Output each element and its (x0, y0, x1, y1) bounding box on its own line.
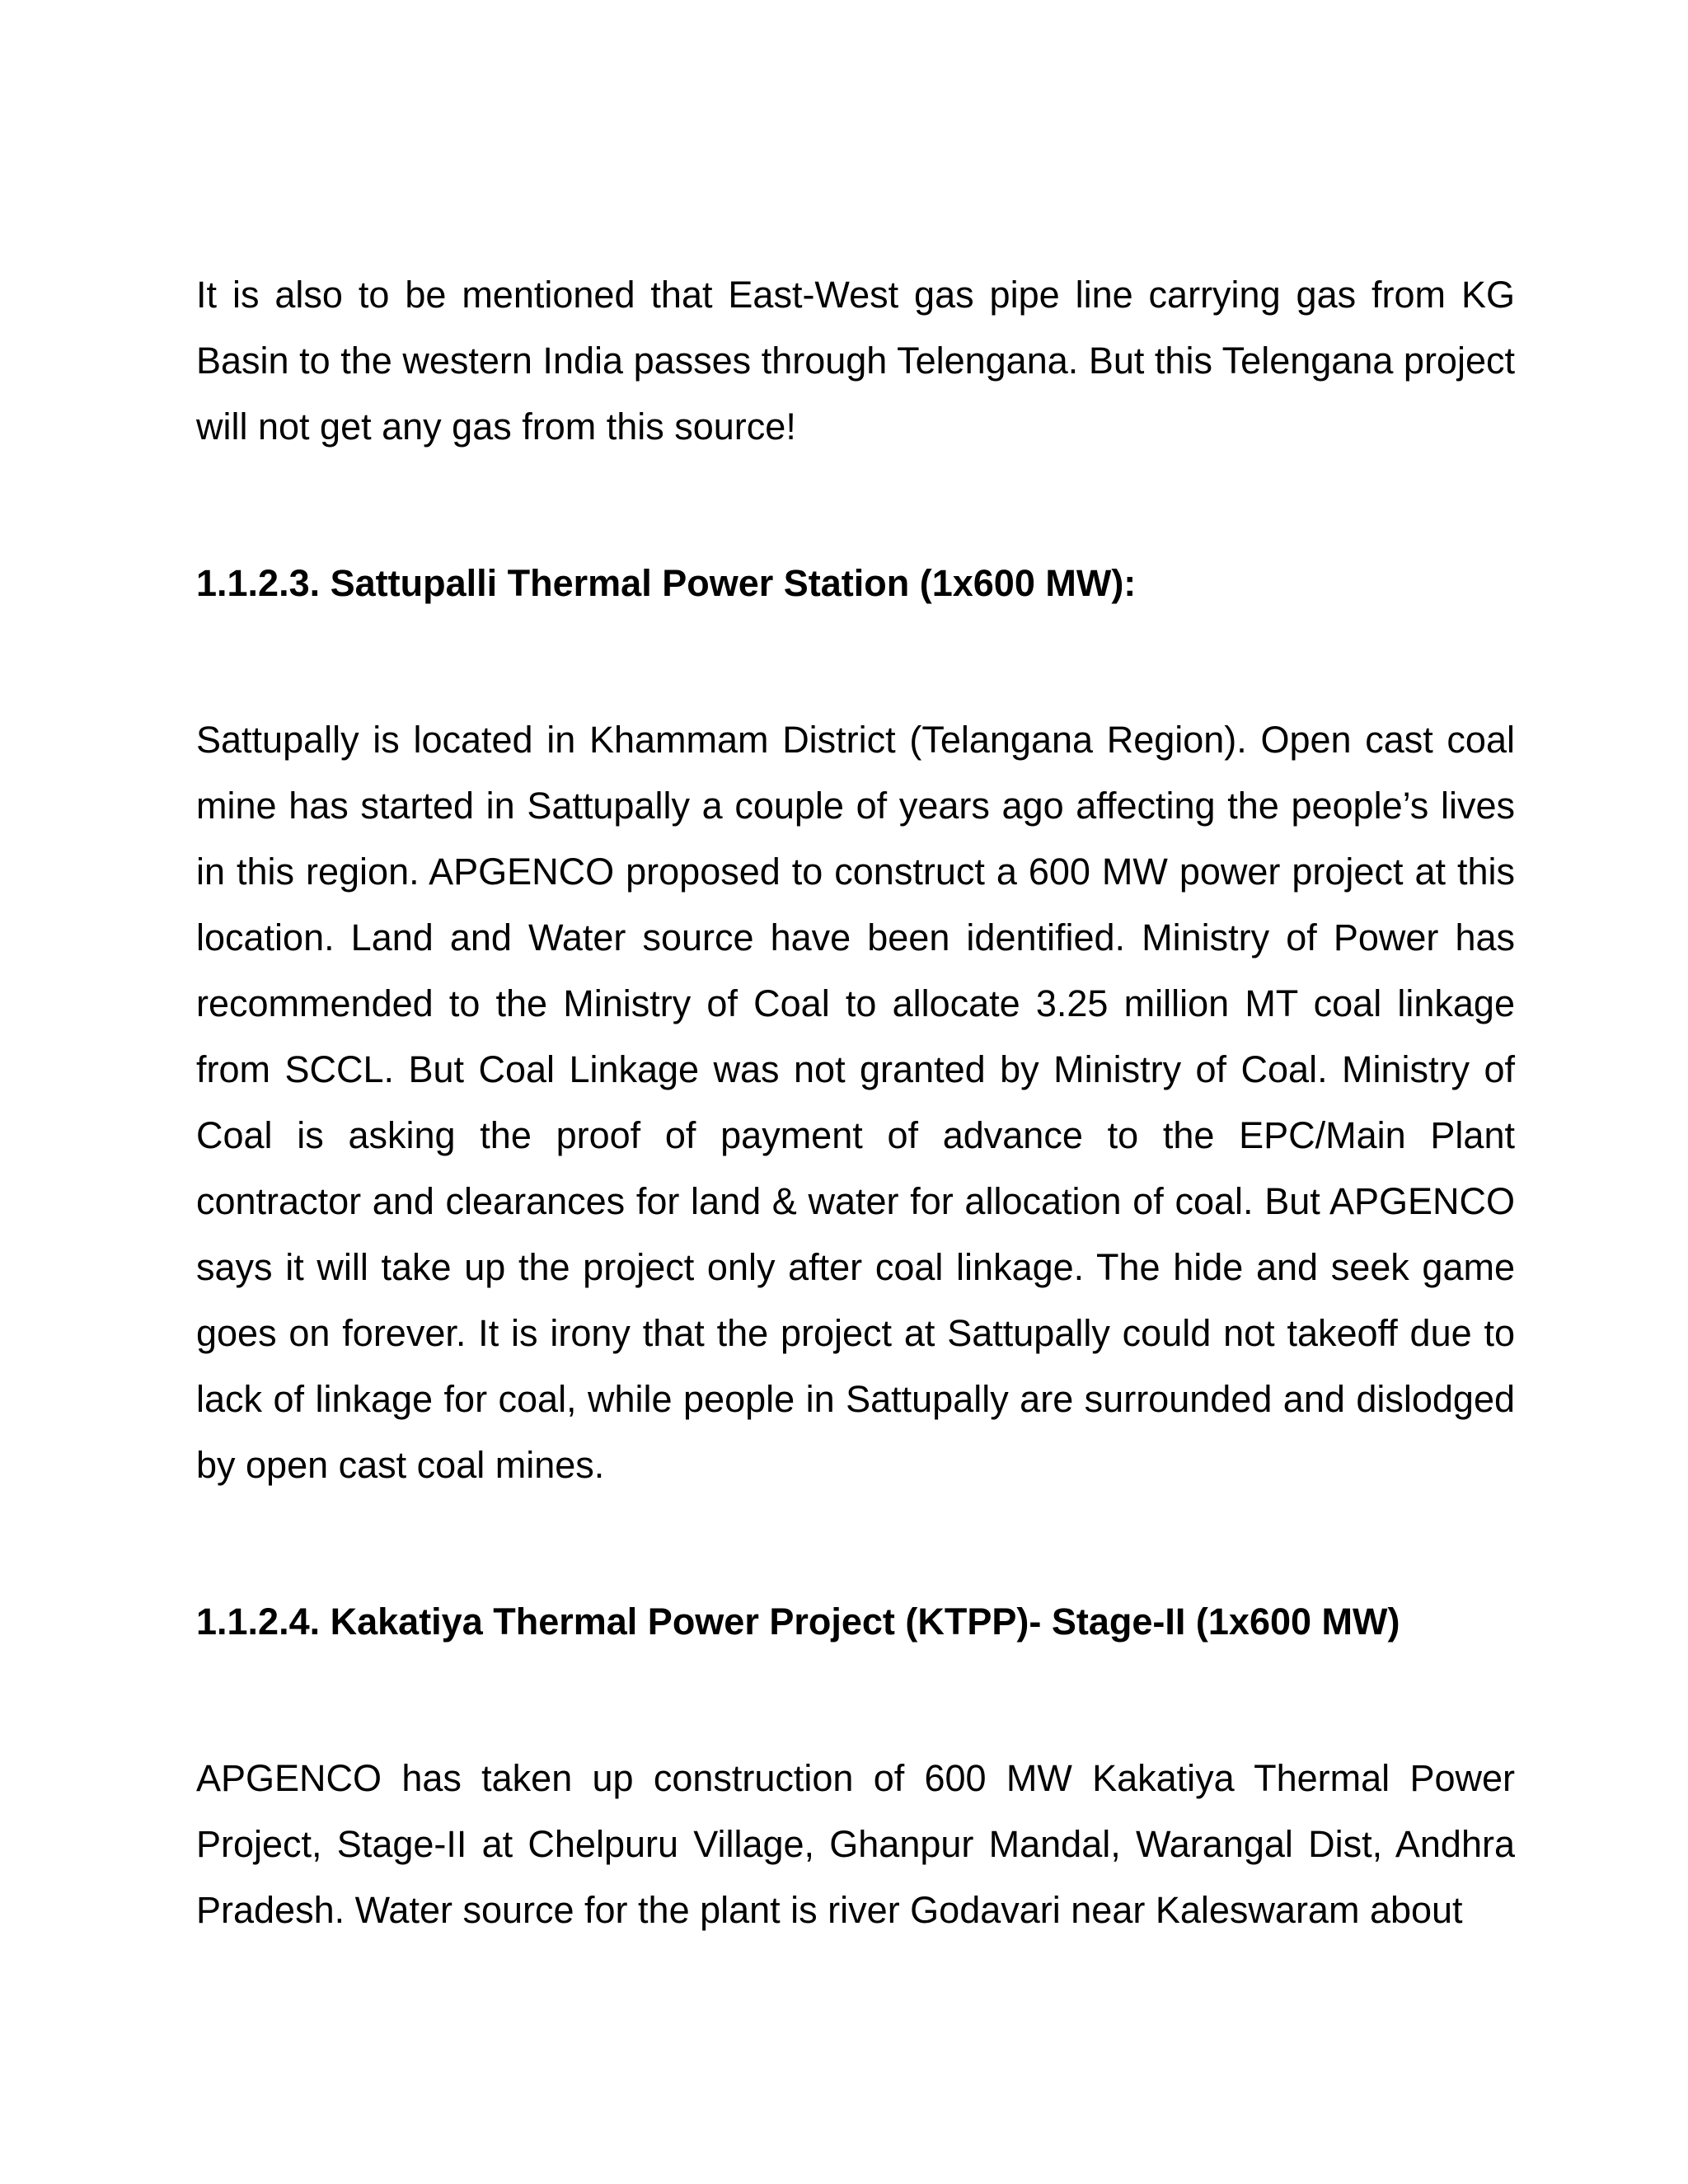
page-content (196, 262, 1515, 1943)
paragraph-sattupally: Sattupally is located in Khammam District (Telangana Region). Open cast coal mine has started in Sattupally a couple of years ago affecting the people’s lives in this region. APGENCO proposed to construct a 600 MW power project at this location. Land and Water source have been identified. Ministry of Power has recommended to the Ministry of Coal to allocate 3.25 million MT coal linkage from SCCL. But Coal Linkage was not granted by Ministry of Coal. Ministry of Coal is asking the proof of payment of advance to the EPC/Main Plant contractor and clearances for land & water for allocation of coal. But APGENCO says it will take up the project only after coal linkage. The hide and seek game goes on forever. It is irony that the project at Sattupally could not takeoff due to lack of linkage for coal, while people in Sattupally are surrounded and dislodged by open cast coal mines. (196, 719, 1515, 1486)
section-heading-kakatiya: 1.1.2.4. Kakatiya Thermal Power Project (KTPP)- Stage-II (1x600 MW) (196, 1601, 1400, 1643)
paragraph-gas-pipeline: It is also to be mentioned that East-West gas pipe line carrying gas from KG Basin to the western India passes through Telengana. But this Telengana project will not get any gas from this source! (196, 274, 1515, 448)
section-heading-sattupalli: 1.1.2.3. Sattupalli Thermal Power Station (1x600 MW): (196, 562, 1137, 604)
paragraph-kakatiya: APGENCO has taken up construction of 600 MW Kakatiya Thermal Power Project, Stage-II at Chelpuru Village, Ghanpur Mandal, Warangal Dist, Andhra Pradesh. Water source for the plant is river Godavari near Kaleswaram about (196, 1757, 1515, 1931)
